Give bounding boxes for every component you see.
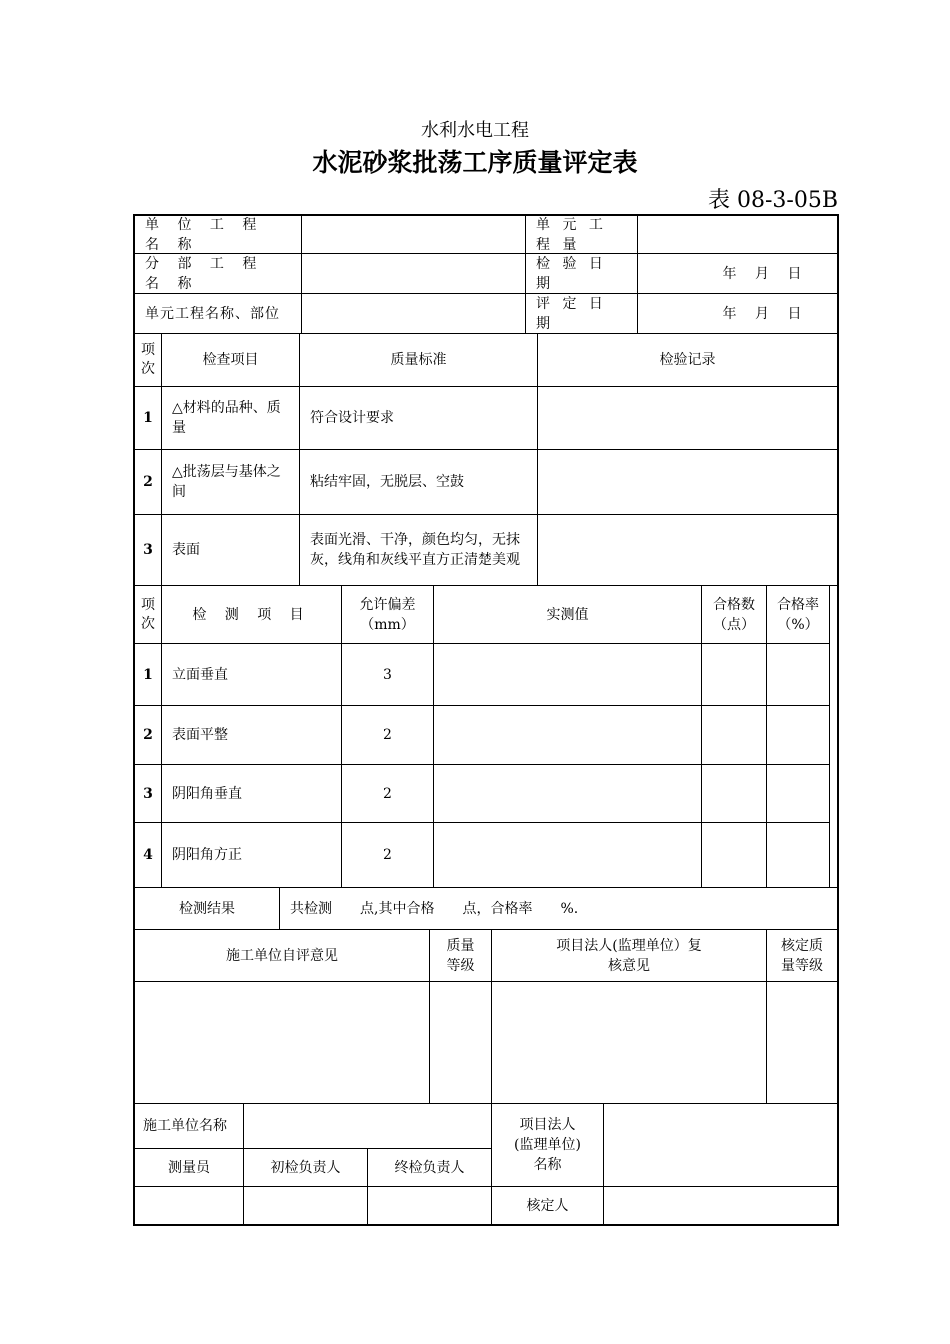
initial-inspector-signature-field[interactable] (244, 1187, 367, 1224)
measure-row-no: 1 (143, 666, 153, 683)
assessment-date-field[interactable]: 年 月 日 (722, 305, 809, 322)
check-col-no: 项次 (141, 342, 155, 377)
measure-row-item: 立面垂直 (172, 666, 228, 683)
check-row-item: △材料的品种、质量 (172, 400, 281, 436)
check-row-standard: 符合设计要求 (310, 410, 394, 426)
measure-row-pass-count-field[interactable] (702, 706, 766, 764)
assessment-date-label: 评 定 日 期 (536, 295, 607, 332)
measure-row-no: 2 (143, 727, 153, 743)
measure-row-tolerance: 2 (383, 727, 392, 743)
check-row-no: 1 (143, 410, 153, 426)
measure-row-item: 阴阳角垂直 (172, 785, 242, 802)
measure-row-pass-count-field[interactable] (702, 823, 766, 887)
measure-row-item: 阴阳角方正 (172, 847, 242, 863)
initial-inspector-label: 初检负责人 (270, 1159, 341, 1176)
owner-name-label: 项目法人(监理单位)名称 (514, 1117, 581, 1173)
self-eval-field[interactable] (135, 982, 429, 1103)
inspection-date-label: 检 验 日 期 (536, 255, 607, 292)
measure-row-pass-count-field[interactable] (702, 644, 766, 705)
check-row-record-field[interactable] (538, 515, 837, 585)
measure-row-measured-field[interactable] (434, 644, 701, 705)
measure-col-tolerance: 允许偏差（mm） (359, 596, 416, 633)
final-inspector-label: 终检负责人 (394, 1159, 465, 1176)
measure-row-item: 表面平整 (172, 727, 228, 743)
owner-name-field[interactable] (604, 1104, 837, 1186)
form-title: 水泥砂浆批荡工序质量评定表 (312, 148, 638, 177)
check-row-item: △批荡层与基体之间 (172, 464, 281, 500)
check-col-standard: 质量标准 (390, 352, 447, 368)
final-inspector-signature-field[interactable] (368, 1187, 491, 1224)
element-name-location-field[interactable] (302, 294, 525, 333)
unit-project-name-field[interactable] (302, 216, 525, 253)
measure-row-pass-rate-field[interactable] (767, 706, 829, 764)
assessment-form (133, 214, 839, 1226)
element-name-location-label: 单元工程名称、部位 (145, 305, 280, 322)
division-project-name-label: 分 部 工 程 名 称 (145, 255, 264, 292)
check-row-no: 3 (143, 542, 153, 558)
project-category: 水利水电工程 (421, 120, 529, 141)
self-eval-label: 施工单位自评意见 (226, 947, 338, 964)
result-summary[interactable]: 共检测 点,其中合格 点，合格率 %. (290, 900, 579, 917)
surveyor-label: 测量员 (168, 1159, 210, 1176)
unit-element-quantity-label: 单 元 工 程 量 (536, 216, 607, 253)
check-row-standard: 表面光滑、干净，颜色均匀，无抹灰，线角和灰线平直方正清楚美观 (310, 532, 520, 568)
inspection-date-field[interactable]: 年 月 日 (722, 265, 809, 282)
measure-row-measured-field[interactable] (434, 706, 701, 764)
check-row-record-field[interactable] (538, 450, 837, 514)
contractor-name-label: 施工单位名称 (143, 1118, 227, 1134)
surveyor-signature-field[interactable] (135, 1187, 243, 1224)
measure-row-measured-field[interactable] (434, 765, 701, 822)
verified-grade-field[interactable] (767, 982, 837, 1103)
verified-grade-label: 核定质量等级 (781, 937, 823, 974)
measure-row-tolerance: 3 (383, 666, 392, 683)
unit-project-name-label: 单 位 工 程 名 称 (145, 216, 264, 253)
contractor-name-field[interactable] (244, 1104, 491, 1148)
measure-col-pass-rate: 合格率（%） (777, 596, 819, 633)
review-opinion-field[interactable] (492, 982, 766, 1103)
measure-row-no: 4 (143, 847, 153, 863)
division-project-name-field[interactable] (302, 254, 525, 293)
check-row-item: 表面 (172, 542, 200, 558)
approver-label: 核定人 (526, 1197, 569, 1214)
quality-grade-field[interactable] (430, 982, 491, 1103)
check-row-record-field[interactable] (538, 387, 837, 449)
form-number: 表 08-3-05B (707, 188, 838, 213)
measure-col-no: 项次 (141, 596, 155, 632)
check-col-item: 检查项目 (202, 352, 259, 368)
quality-grade-label: 质量等级 (446, 937, 475, 974)
measure-row-no: 3 (143, 785, 153, 802)
measure-col-item: 检 测 项 目 (192, 606, 311, 623)
measure-row-pass-rate-field[interactable] (767, 823, 829, 887)
unit-element-quantity-field[interactable] (638, 216, 837, 253)
measure-row-pass-count-field[interactable] (702, 765, 766, 822)
check-row-standard: 粘结牢固，无脱层、空鼓 (310, 474, 464, 490)
measure-row-pass-rate-field[interactable] (767, 644, 829, 705)
review-opinion-label: 项目法人(监理单位）复核意见 (556, 937, 702, 974)
measure-row-measured-field[interactable] (434, 823, 701, 887)
result-label: 检测结果 (179, 900, 235, 917)
check-row-no: 2 (143, 474, 153, 490)
measure-col-measured: 实测值 (546, 606, 589, 623)
check-col-record: 检验记录 (659, 352, 716, 368)
measure-col-pass-count: 合格数（点） (713, 596, 755, 633)
approver-signature-field[interactable] (604, 1187, 837, 1224)
measure-row-tolerance: 2 (383, 847, 392, 863)
measure-row-tolerance: 2 (383, 785, 392, 802)
measure-row-pass-rate-field[interactable] (767, 765, 829, 822)
